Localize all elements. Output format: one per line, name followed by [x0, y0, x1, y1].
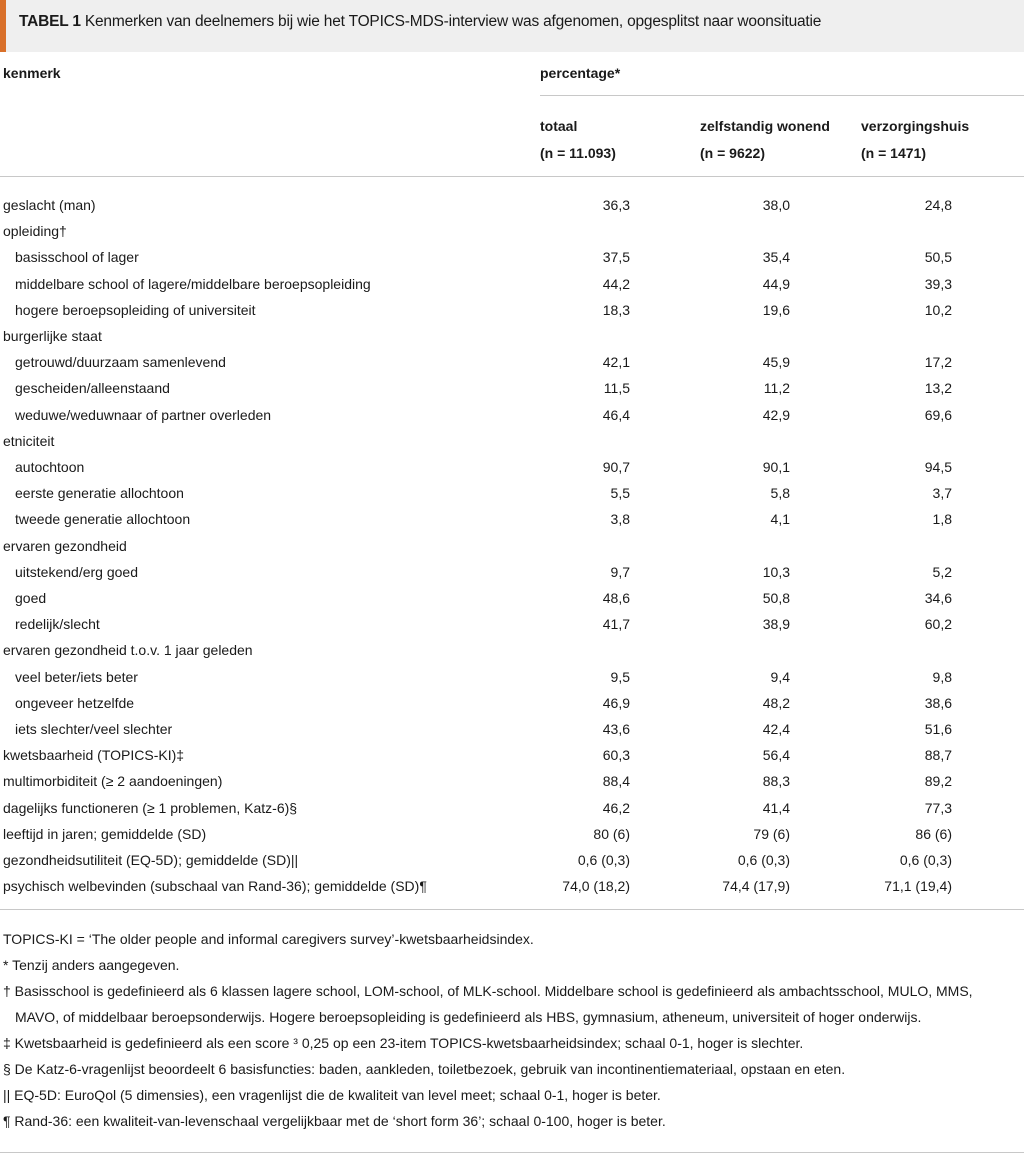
cell-verzorgingshuis: 0,6 (0,3): [899, 852, 952, 868]
footnote-double-dagger: ‡ Kwetsbaarheid is gedefinieerd als een score ³ 0,25 op een 23-item TOPICS-kwetsbaarheidsindex; schaal 0-1, hoger is slechter.: [3, 1035, 804, 1051]
cell-totaal: 90,7: [602, 459, 630, 475]
cell-totaal: 5,5: [610, 485, 630, 502]
cell-zelfstandig: 42,9: [762, 406, 790, 423]
cell-zelfstandig: 41,4: [762, 799, 790, 816]
row-label: etniciteit: [3, 432, 55, 449]
row-label: veel beter/iets beter: [15, 668, 138, 685]
table-row: [0, 192, 1024, 218]
cell-totaal: 9,5: [610, 668, 630, 685]
cell-verzorgingshuis: 24,8: [924, 197, 952, 213]
footnote-abbrev: TOPICS-KI = ‘The older people and informal caregivers survey’-kwetsbaarheidsindex.: [3, 931, 534, 947]
cell-totaal: 37,5: [602, 249, 630, 266]
row-label: goed: [15, 590, 47, 606]
table-row: [0, 821, 1024, 847]
row-label: opleiding†: [3, 223, 67, 240]
table-row: [0, 533, 1024, 559]
cell-totaal: 60,3: [602, 747, 630, 764]
row-label: ervaren gezondheid: [3, 537, 127, 554]
cell-verzorgingshuis: 10,2: [924, 301, 952, 318]
cell-zelfstandig: 19,6: [762, 301, 790, 318]
row-label: burgerlijke staat: [3, 328, 102, 344]
table-row: [0, 585, 1024, 611]
cell-totaal: 9,7: [610, 563, 630, 580]
cell-verzorgingshuis: 39,3: [924, 275, 952, 292]
cell-zelfstandig: 45,9: [762, 354, 790, 371]
row-label: autochtoon: [15, 459, 85, 475]
cell-totaal: 46,9: [602, 694, 630, 711]
row-label: basisschool of lager: [15, 249, 139, 266]
row-label: gezondheidsutiliteit (EQ-5D); gemiddelde (SD)||: [3, 852, 299, 868]
cell-zelfstandig: 74,4 (17,9): [722, 878, 790, 895]
cell-zelfstandig: 79 (6): [753, 825, 790, 842]
table-row: [0, 271, 1024, 297]
cell-zelfstandig: 9,4: [770, 668, 790, 685]
col-zelfstandig-n: (n = 9622): [700, 145, 765, 161]
cell-zelfstandig: 38,0: [762, 197, 790, 213]
cell-zelfstandig: 90,1: [762, 459, 790, 475]
table-row: [0, 716, 1024, 742]
table-row: [0, 244, 1024, 270]
cell-verzorgingshuis: 60,2: [924, 616, 952, 633]
table-row: [0, 690, 1024, 716]
cell-verzorgingshuis: 77,3: [924, 799, 952, 816]
table-row: [0, 218, 1024, 244]
cell-totaal: 11,5: [603, 380, 630, 397]
cell-totaal: 80 (6): [593, 825, 630, 842]
table-row: [0, 768, 1024, 794]
table-row: [0, 611, 1024, 637]
table-row: [0, 506, 1024, 532]
table-row: [0, 454, 1024, 480]
header-kenmerk: kenmerk: [3, 65, 61, 81]
cell-zelfstandig: 35,4: [762, 249, 790, 266]
table-title: [19, 12, 821, 32]
header-subrule: [540, 95, 1024, 96]
table-row: [0, 873, 1024, 899]
cell-zelfstandig: 88,3: [762, 773, 790, 790]
col-verzorgingshuis-name: verzorgingshuis: [861, 118, 970, 134]
cell-zelfstandig: 44,9: [762, 275, 790, 292]
cell-verzorgingshuis: 69,6: [924, 406, 952, 423]
footnote-pilcrow: ¶ Rand-36: een kwaliteit-van-levenschaal vergelijkbaar met de ‘short form 36’; schaal 0-100, hoger is beter.: [3, 1113, 666, 1129]
table-row: [0, 480, 1024, 506]
table-row: [0, 323, 1024, 349]
row-label: redelijk/slecht: [15, 616, 100, 633]
table-row: [0, 375, 1024, 401]
row-label: hogere beroepsopleiding of universiteit: [15, 301, 256, 318]
cell-totaal: 18,3: [602, 301, 630, 318]
footnote-section: § De Katz-6-vragenlijst beoordeelt 6 basisfuncties: baden, aankleden, toiletbezoek, gebruik van incontinentiemateriaal, opstaan en eten.: [3, 1061, 846, 1077]
table-row: [0, 402, 1024, 428]
cell-totaal: 41,7: [602, 616, 630, 633]
cell-zelfstandig: 10,3: [762, 563, 790, 580]
row-label: leeftijd in jaren; gemiddelde (SD): [3, 825, 207, 842]
row-label: weduwe/weduwnaar of partner overleden: [15, 406, 272, 423]
row-label: dagelijks functioneren (≥ 1 problemen, Katz-6)§: [3, 799, 298, 816]
cell-zelfstandig: 50,8: [762, 590, 790, 606]
row-label: gescheiden/alleenstaand: [15, 380, 170, 397]
row-label: middelbare school of lagere/middelbare beroepsopleiding: [15, 275, 371, 292]
cell-verzorgingshuis: 89,2: [924, 773, 952, 790]
col-totaal-name: totaal: [540, 118, 578, 134]
page-bottom-rule: [0, 1152, 1024, 1153]
cell-verzorgingshuis: 1,8: [932, 511, 952, 528]
table-caption: Kenmerken van deelnemers bij wie het TOPICS-MDS-interview was afgenomen, opgesplitst naar woonsituatie: [80, 13, 822, 30]
cell-zelfstandig: 0,6 (0,3): [737, 852, 790, 868]
footnotes: [3, 926, 1018, 1134]
footnote-asterisk: * Tenzij anders aangegeven.: [3, 957, 180, 973]
table-row: [0, 795, 1024, 821]
cell-totaal: 74,0 (18,2): [562, 878, 630, 895]
row-label: eerste generatie allochtoon: [15, 485, 184, 502]
row-label: kwetsbaarheid (TOPICS-KI)‡: [3, 747, 185, 764]
cell-verzorgingshuis: 86 (6): [915, 825, 952, 842]
row-label: geslacht (man): [3, 197, 96, 213]
cell-verzorgingshuis: 34,6: [924, 590, 952, 606]
cell-zelfstandig: 4,1: [770, 511, 790, 528]
cell-totaal: 88,4: [602, 773, 630, 790]
footnote-parallel: || EQ-5D: EuroQol (5 dimensies), een vragenlijst die de kwaliteit van level meet; schaal 0-1, hoger is beter.: [3, 1087, 661, 1103]
cell-zelfstandig: 38,9: [762, 616, 790, 633]
table-row: [0, 664, 1024, 690]
table-row: [0, 297, 1024, 323]
cell-totaal: 36,3: [602, 197, 630, 213]
col-verzorgingshuis-n: (n = 1471): [861, 145, 926, 161]
row-label: uitstekend/erg goed: [15, 563, 138, 580]
cell-totaal: 44,2: [602, 275, 630, 292]
cell-zelfstandig: 42,4: [762, 721, 790, 737]
row-label: iets slechter/veel slechter: [15, 721, 173, 737]
row-label: psychisch welbevinden (subschaal van Rand-36); gemiddelde (SD)¶: [3, 878, 427, 895]
table-row: [0, 742, 1024, 768]
cell-verzorgingshuis: 17,2: [924, 354, 952, 371]
cell-totaal: 43,6: [602, 721, 630, 737]
header-rule: [0, 176, 1024, 177]
cell-totaal: 46,2: [602, 799, 630, 816]
row-label: multimorbiditeit (≥ 2 aandoeningen): [3, 773, 223, 790]
table-row: [0, 349, 1024, 375]
cell-totaal: 3,8: [610, 511, 630, 528]
cell-verzorgingshuis: 50,5: [924, 249, 952, 266]
cell-zelfstandig: 48,2: [762, 694, 790, 711]
cell-verzorgingshuis: 51,6: [924, 721, 952, 737]
cell-totaal: 0,6 (0,3): [577, 852, 630, 868]
cell-totaal: 42,1: [602, 354, 630, 371]
header-percentage: percentage*: [540, 65, 621, 81]
col-totaal-n: (n = 11.093): [540, 145, 616, 161]
row-label: tweede generatie allochtoon: [15, 511, 191, 528]
table-title-bar: [0, 0, 1024, 52]
cell-verzorgingshuis: 88,7: [924, 747, 952, 764]
cell-verzorgingshuis: 94,5: [924, 459, 952, 475]
cell-verzorgingshuis: 13,2: [924, 380, 952, 397]
table-number: TABEL 1: [19, 13, 81, 30]
table-row: [0, 637, 1024, 663]
footnote-dagger: † Basisschool is gedefinieerd als 6 klassen lagere school, LOM-school, of MLK-school. Middelbare school is gedefinieerd als ambachtsschool, MULO, MMS, MAVO, of middelbaar beroepsonderwijs. Hogere beroepsopleiding is gedefinieerd als HBS, gymnasium, atheneum, universiteit of hoger onderwijs.: [3, 983, 973, 1025]
table-row: [0, 847, 1024, 873]
row-label: getrouwd/duurzaam samenlevend: [15, 354, 226, 371]
table-row: [0, 559, 1024, 585]
cell-verzorgingshuis: 38,6: [924, 694, 952, 711]
cell-verzorgingshuis: 71,1 (19,4): [884, 878, 952, 895]
cell-verzorgingshuis: 5,2: [932, 563, 952, 580]
cell-totaal: 46,4: [602, 406, 630, 423]
table-bottom-rule: [0, 909, 1024, 910]
row-label: ervaren gezondheid t.o.v. 1 jaar geleden: [3, 642, 253, 659]
cell-totaal: 48,6: [602, 590, 630, 606]
row-label: ongeveer hetzelfde: [15, 694, 135, 711]
cell-zelfstandig: 56,4: [762, 747, 790, 764]
cell-zelfstandig: 5,8: [770, 485, 790, 502]
cell-verzorgingshuis: 3,7: [932, 485, 952, 502]
table-row: [0, 428, 1024, 454]
cell-verzorgingshuis: 9,8: [932, 668, 952, 685]
col-zelfstandig-name: zelfstandig wonend: [700, 118, 830, 134]
cell-zelfstandig: 11,2: [763, 380, 790, 397]
